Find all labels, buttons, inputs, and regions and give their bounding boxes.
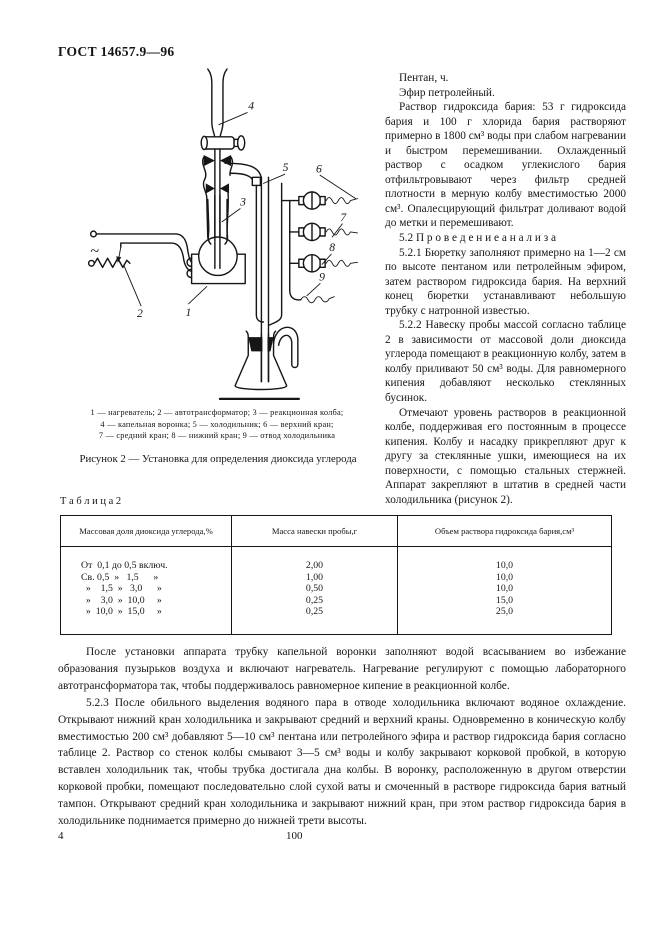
paragraph-level-note: Отмечают уровень растворов в реакционной колбе, поддерживая его постоянным в процессе кипения. Колбу и насадку прикрепляют друг к другу за стеклянные ушки, имеющиеся на их поверхности, с помощью стальных стержней. Аппарат закрепляют в штатив в средней части холодильника (рисунок 2). [385, 406, 626, 506]
leader-3 [222, 209, 240, 222]
figure-caption: Рисунок 2 — Установка для определения диоксида углерода [79, 453, 357, 465]
flask-neck-left [208, 200, 211, 245]
table-header-row [61, 516, 612, 547]
joint-upper-left [204, 155, 215, 166]
diagram-label-9: 9 [319, 270, 325, 284]
bent-vent-tube [274, 327, 298, 367]
page-number: 100 [286, 830, 303, 842]
page-number-section: 4 [58, 830, 64, 842]
outlet-tube [301, 297, 334, 303]
leader-9 [307, 284, 320, 296]
cell-range: Св. 0,5 » 1,5 » [61, 572, 232, 584]
figure-legend [52, 407, 382, 442]
diagram-label-5: 5 [282, 161, 289, 175]
table-label: Т а б л и ц а 2 [60, 496, 122, 507]
paragraph-barium-solution: Раствор гидроксида бария: 53 г гидроксида бария и 100 г хлорида бария растворяют примерно в 1800 см³ воды при слабом нагревании и быстром перемешивании. Охлажденный раствор с осадком углекислого бария отфильтровывают через фильтр средней плотности в мерную колбу вместимостью 2000 см³. Опалесцирующий фильтрат доливают водой до метки и перемешивают. [385, 101, 626, 230]
stopcock-knob [238, 136, 245, 150]
reaction-flask-bulb [199, 237, 237, 275]
joint-upper-right [220, 155, 231, 166]
table-row [61, 606, 612, 634]
ac-symbol: ~ [90, 243, 100, 261]
side-arm-lower [230, 173, 254, 183]
diagram-label-8: 8 [329, 241, 336, 255]
supply-terminal-top [91, 231, 97, 237]
paragraph-5-2-3: 5.2.3 После обильного выделения водяного пара в отводе холодильника включают водяное охлаждение. Открывают нижний кран холодильника и закрывают средний и верхний краны. Одновременно в коническую колбу вместимостью 200 см³ добавляют 5—10 см³ пентана или петролейного эфира и раствор гидроксида бария согласно таблице 2. Раствор со стенок колбы смывают 3—5 см³ воды и колбу закрывают корковой пробкой, в которую вставлен холодильник так, чтобы трубка достигала дна колбы. В воронку, расположенную в другом отверстии корковой пробки, помещают последовательно слой сухой ваты и смоченный в растворе гидроксида бария ватный тампон. Открывают средний кран холодильника и закрывают нижний кран, при этом раствор гидроксида бария в холодильнике поднимается примерно до нижней трети высоты. [58, 696, 626, 828]
cell-range: » 10,0 » 15,0 » [61, 606, 232, 634]
cell-mass: 0,25 [232, 606, 398, 634]
paragraph-pentane: Пентан, ч. [399, 72, 449, 84]
wire-top [97, 234, 192, 262]
flask-neck-right [225, 200, 228, 245]
cell-volume: 10,0 [398, 572, 612, 584]
diagram-label-1: 1 [185, 305, 192, 319]
cell-mass: 0,50 [232, 583, 398, 595]
diagram-label-7: 7 [340, 210, 347, 224]
legend-line: 4 — капельная воронка; 5 — холодильник; 6 — верхний кран; [100, 419, 334, 429]
condenser-connector [252, 177, 260, 185]
stopcock-left-cap [201, 136, 207, 149]
cell-mass: 2,00 [232, 547, 398, 572]
section-heading-5-2: 5.2 П р о в е д е н и е а н а л и з а [399, 232, 557, 245]
paragraph-setup: После установки аппарата трубку капельной воронки заполняют водой всасыванием во избежание образования пузырьков воздуха и включают нагреватель. Нагревание регулируют с помощью лабораторного автотрансформатора так, чтобы поддерживалось равномерное кипение в реакционной колбе. [58, 646, 626, 692]
col-header-sample-mass: Масса навески пробы,г [232, 516, 398, 547]
document-number: ГОСТ 14657.9—96 [58, 44, 175, 59]
apparatus-diagram [68, 64, 384, 410]
leader-2 [124, 265, 141, 305]
table-row [61, 583, 612, 595]
cork-tube-gap [262, 334, 267, 353]
table-row [61, 595, 612, 607]
wire-bottom [121, 243, 192, 271]
paragraph-5-2-2: 5.2.2 Навеску пробы массой согласно таблице 2 в зависимости от массовой доли диоксида углерода помещают в реакционную колбу, затем в колбу приливают 50 см³ воды. Для равномерного кипения добавляют несколько стеклянных бусинок. [385, 319, 626, 405]
cell-volume: 10,0 [398, 547, 612, 572]
condenser-jacket-left [256, 185, 263, 322]
paragraph-5-2-1: 5.2.1 Бюретку заполняют примерно на 1—2 см по высоте пентаном или петролейным эфиром, затем раствором гидроксида бария. На верхний конец бюретки устанавливают небольшую трубку с натронной известью. [385, 246, 626, 317]
cell-mass: 1,00 [232, 572, 398, 584]
table-row [61, 547, 612, 572]
diagram-label-4: 4 [248, 99, 255, 113]
diagram-label-3: 3 [240, 195, 246, 209]
cell-volume: 15,0 [398, 595, 612, 607]
cell-volume: 25,0 [398, 606, 612, 634]
diagram-label-2: 2 [136, 306, 143, 320]
cell-range: » 1,5 » 3,0 » [61, 583, 232, 595]
supply-terminal-bottom [89, 260, 95, 266]
legend-line: 7 — средний кран; 8 — нижний кран; 9 — отвод холодильника [98, 431, 336, 440]
cell-range: От 0,1 до 0,5 включ. [61, 547, 232, 572]
leader-6 [320, 175, 355, 198]
diagram-label-6: 6 [316, 162, 322, 176]
cell-range: » 3,0 » 10,0 » [61, 595, 232, 607]
condenser-jacket-right [270, 183, 282, 325]
text-block-bottom [58, 644, 626, 830]
leader-5 [263, 174, 284, 183]
outlet-bend [290, 291, 301, 300]
cell-volume: 10,0 [398, 583, 612, 595]
text-column-right [385, 71, 626, 507]
funnel-tube-right [220, 69, 227, 139]
legend-line: 1 — нагреватель; 2 — автотрансформатор; 3 — реакционная колба; [90, 408, 344, 417]
table-row [61, 572, 612, 584]
col-header-solution-volume: Объем раствора гидроксида бария,см³ [398, 516, 612, 547]
funnel-tube-left [208, 69, 215, 139]
neck-outer-left [203, 157, 208, 238]
middle-stopcock [299, 223, 358, 240]
joint-lower-left [206, 183, 215, 193]
joint-lower-right [220, 183, 229, 193]
leader-7 [332, 224, 342, 237]
cell-mass: 0,25 [232, 595, 398, 607]
leader-1 [189, 287, 207, 304]
col-header-mass-fraction: Массовая доля диоксида углерода,% [61, 516, 232, 547]
wiper-arrow-shaft [119, 247, 121, 258]
table-2 [60, 515, 612, 635]
paragraph-ether: Эфир петролейный. [399, 86, 495, 99]
